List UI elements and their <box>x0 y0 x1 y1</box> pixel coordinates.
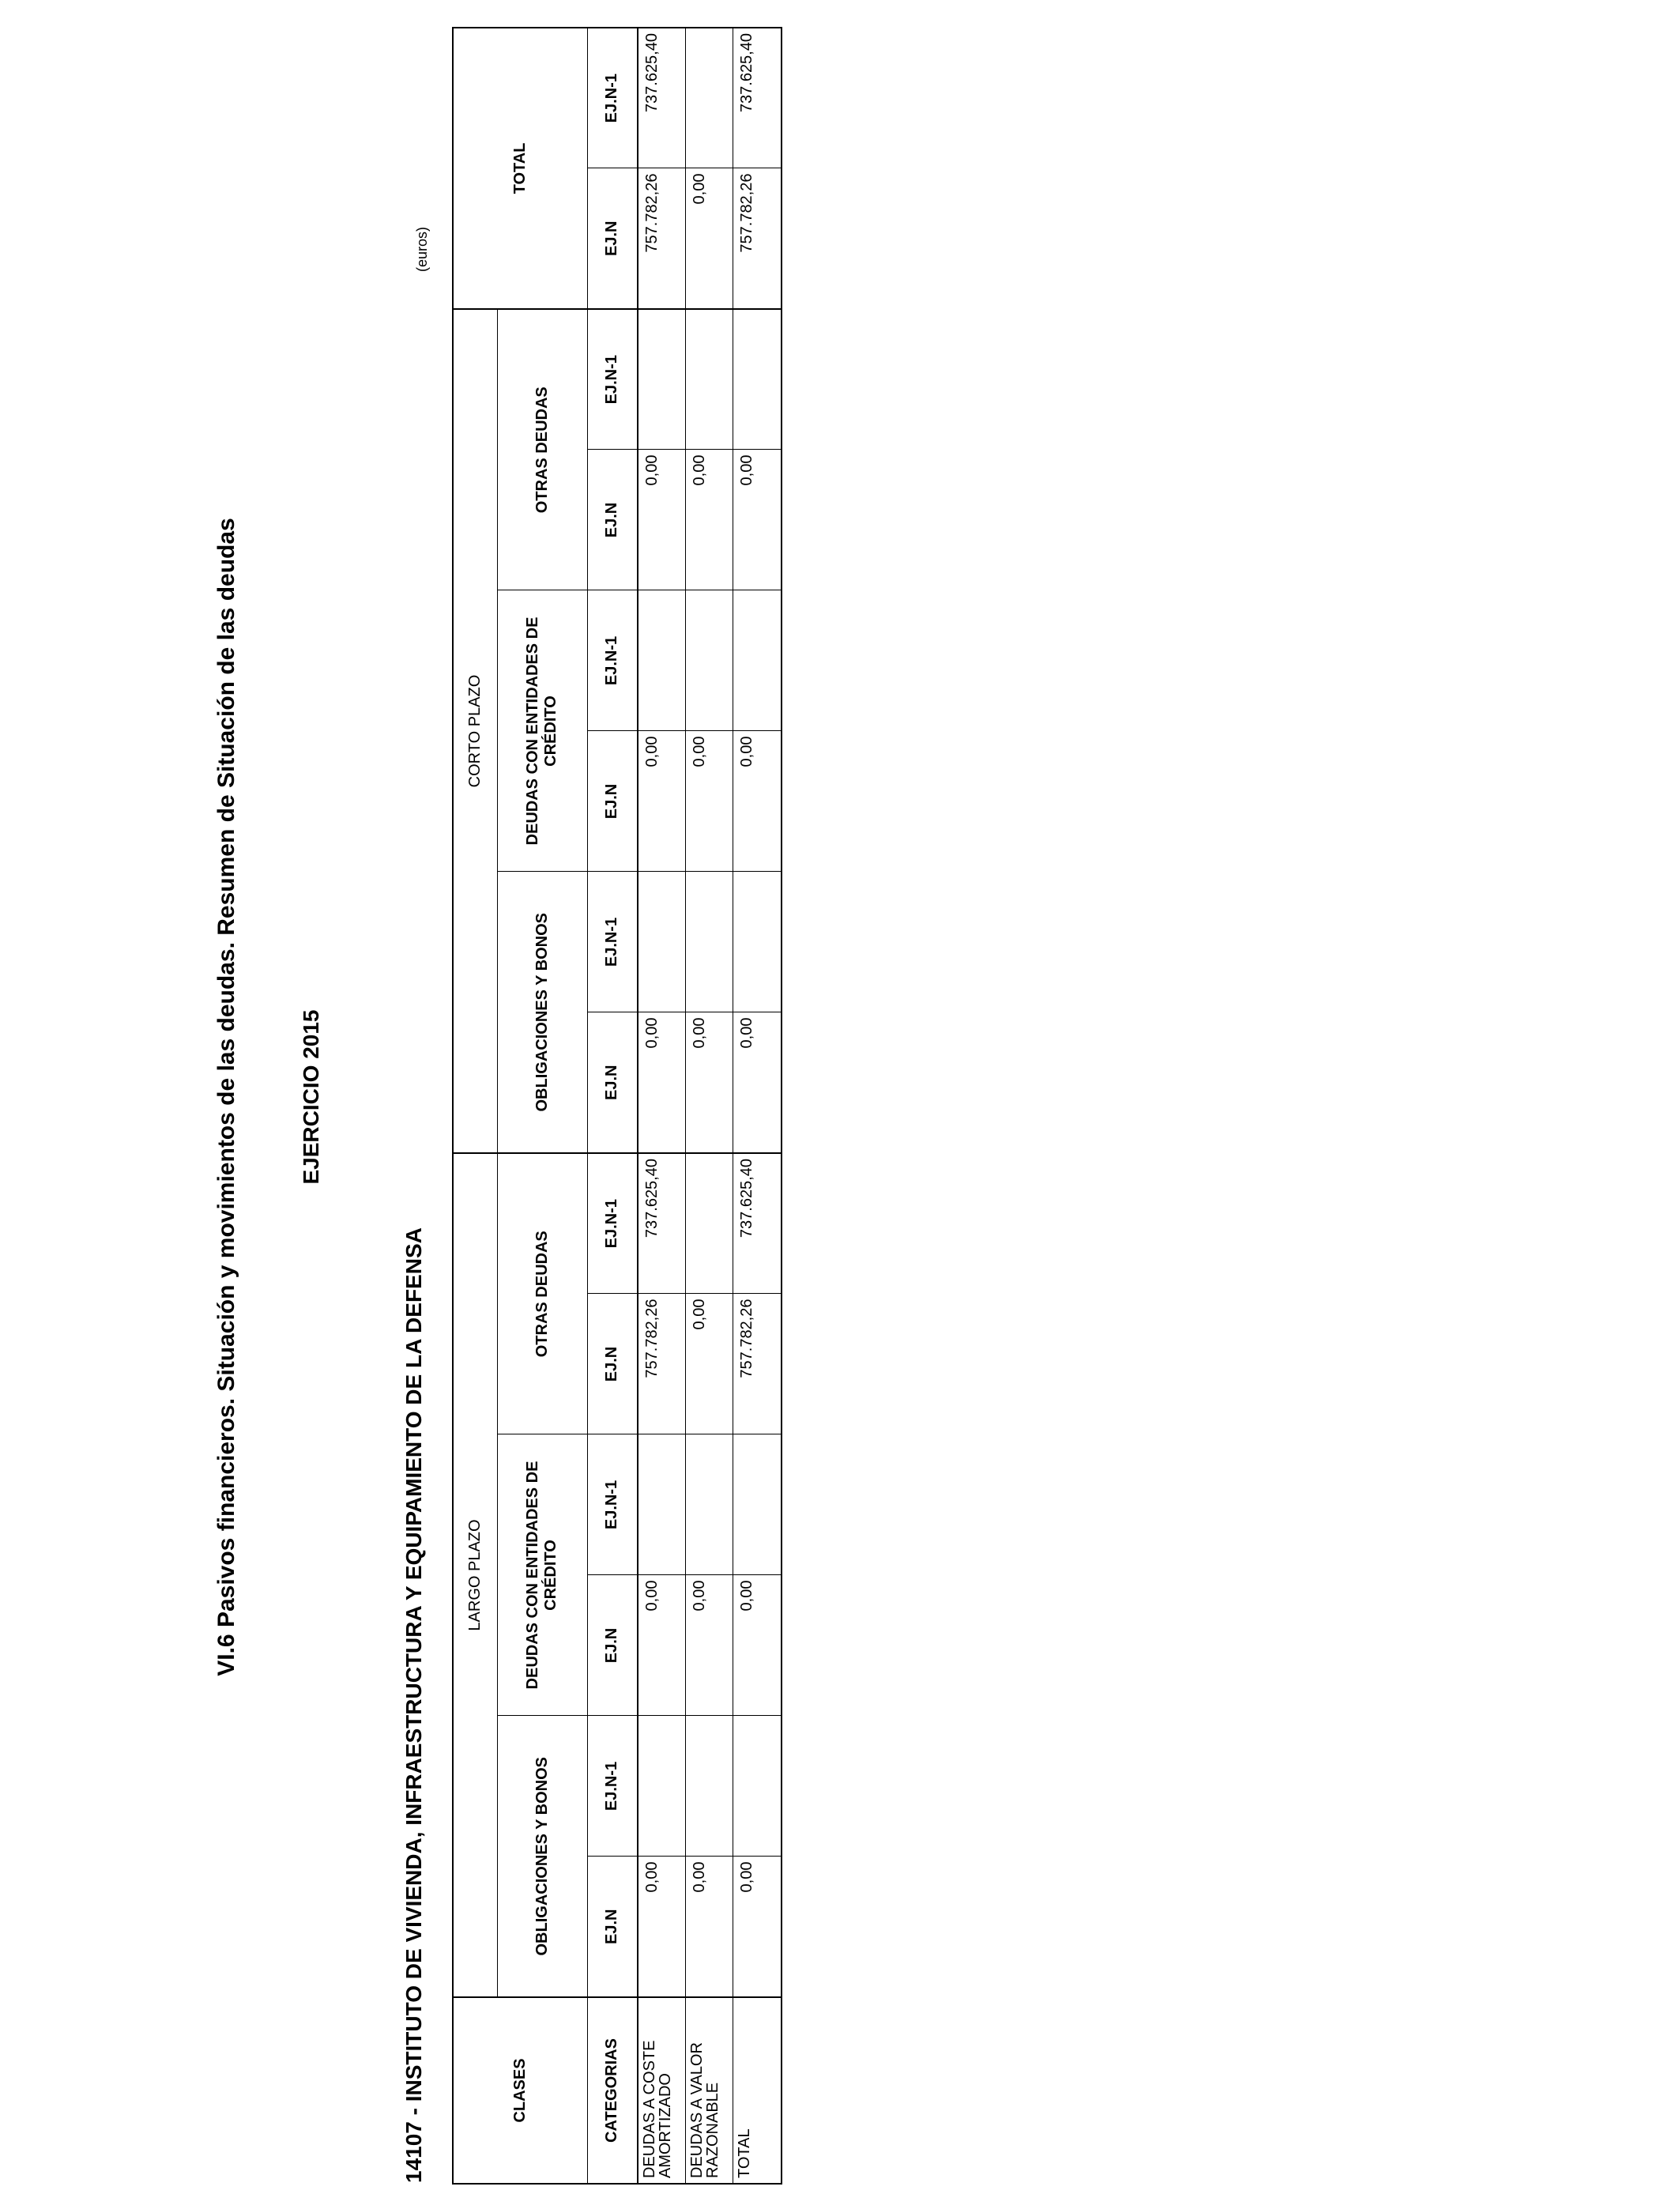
cell: 0,00 <box>733 1857 782 1997</box>
cell <box>733 1434 782 1575</box>
cell <box>638 590 685 731</box>
header-cp-obligaciones: OBLIGACIONES Y BONOS <box>497 872 587 1153</box>
cell <box>638 1434 685 1575</box>
header-lp-otras-deudas: OTRAS DEUDAS <box>497 1153 587 1434</box>
cell: 757.782,26 <box>638 168 685 309</box>
cell: 737.625,40 <box>638 28 685 168</box>
cell <box>638 872 685 1012</box>
cell: 0,00 <box>733 731 782 872</box>
header-cp-deudas-entidades: DEUDAS CON ENTIDADES DE CRÉDITO <box>497 590 587 872</box>
cell: 0,00 <box>685 168 733 309</box>
cell: 737.625,40 <box>733 28 782 168</box>
cell: 0,00 <box>638 1857 685 1997</box>
header-ejn: EJ.N <box>587 1575 638 1716</box>
header-corto-plazo: CORTO PLAZO <box>453 309 497 1153</box>
cell: 0,00 <box>685 731 733 872</box>
header-ejn: EJ.N <box>587 450 638 590</box>
header-ejn1: EJ.N-1 <box>587 309 638 450</box>
header-ejn1: EJ.N-1 <box>587 28 638 168</box>
cell: 0,00 <box>733 1575 782 1716</box>
cell: 757.782,26 <box>733 168 782 309</box>
header-cp-otras-deudas: OTRAS DEUDAS <box>497 309 587 590</box>
table-row <box>638 28 685 2184</box>
cell: 0,00 <box>685 1012 733 1153</box>
cell: 0,00 <box>685 1575 733 1716</box>
cell <box>733 1716 782 1857</box>
debt-summary-table <box>452 27 782 2185</box>
table-row <box>685 28 733 2184</box>
header-total: TOTAL <box>453 28 587 309</box>
cell <box>685 872 733 1012</box>
cell <box>685 309 733 450</box>
cell: 0,00 <box>733 1012 782 1153</box>
cell <box>685 1716 733 1857</box>
exercise-year: EJERCICIO 2015 <box>299 1009 323 1185</box>
header-ejn: EJ.N <box>587 1857 638 1997</box>
header-lp-obligaciones: OBLIGACIONES Y BONOS <box>497 1716 587 1997</box>
entity-name: 14107 - INSTITUTO DE VIVIENDA, INFRAESTRUCTURA Y EQUIPAMIENTO DE LA DEFENSA <box>401 1227 426 2183</box>
page-title: VI.6 Pasivos financieros. Situación y movimientos de las deudas. Resumen de Situación de las deudas <box>213 518 239 1676</box>
cell: 737.625,40 <box>638 1153 685 1294</box>
header-ejn1: EJ.N-1 <box>587 1153 638 1294</box>
header-ejn1: EJ.N-1 <box>587 1434 638 1575</box>
cell: 0,00 <box>685 1857 733 1997</box>
header-largo-plazo: LARGO PLAZO <box>453 1153 497 1997</box>
header-clases: CLASES <box>453 1997 587 2184</box>
cell <box>733 872 782 1012</box>
header-ejn: EJ.N <box>587 168 638 309</box>
header-ejn1: EJ.N-1 <box>587 590 638 731</box>
cell <box>685 28 733 168</box>
cell <box>685 590 733 731</box>
row-label: DEUDAS A VALOR RAZONABLE <box>685 1997 733 2184</box>
cell: 0,00 <box>638 1575 685 1716</box>
header-ejn: EJ.N <box>587 1012 638 1153</box>
header-ejn1: EJ.N-1 <box>587 1716 638 1857</box>
cell: 757.782,26 <box>638 1294 685 1434</box>
header-ejn: EJ.N <box>587 1294 638 1434</box>
cell: 0,00 <box>638 450 685 590</box>
cell: 737.625,40 <box>733 1153 782 1294</box>
cell <box>638 309 685 450</box>
cell: 0,00 <box>638 731 685 872</box>
header-ejn1: EJ.N-1 <box>587 872 638 1012</box>
row-label: DEUDAS A COSTE AMORTIZADO <box>638 1997 685 2184</box>
header-lp-deudas-entidades: DEUDAS CON ENTIDADES DE CRÉDITO <box>497 1434 587 1716</box>
row-label: TOTAL <box>733 1997 782 2184</box>
header-categorias: CATEGORIAS <box>587 1997 638 2184</box>
cell: 0,00 <box>685 1294 733 1434</box>
cell: 0,00 <box>685 450 733 590</box>
units-label: (euros) <box>414 226 430 272</box>
cell: 0,00 <box>733 450 782 590</box>
table-row-total <box>733 28 782 2184</box>
cell <box>638 1716 685 1857</box>
cell: 0,00 <box>638 1012 685 1153</box>
cell <box>733 590 782 731</box>
cell <box>685 1434 733 1575</box>
cell <box>733 309 782 450</box>
cell: 757.782,26 <box>733 1294 782 1434</box>
header-ejn: EJ.N <box>587 731 638 872</box>
cell <box>685 1153 733 1294</box>
